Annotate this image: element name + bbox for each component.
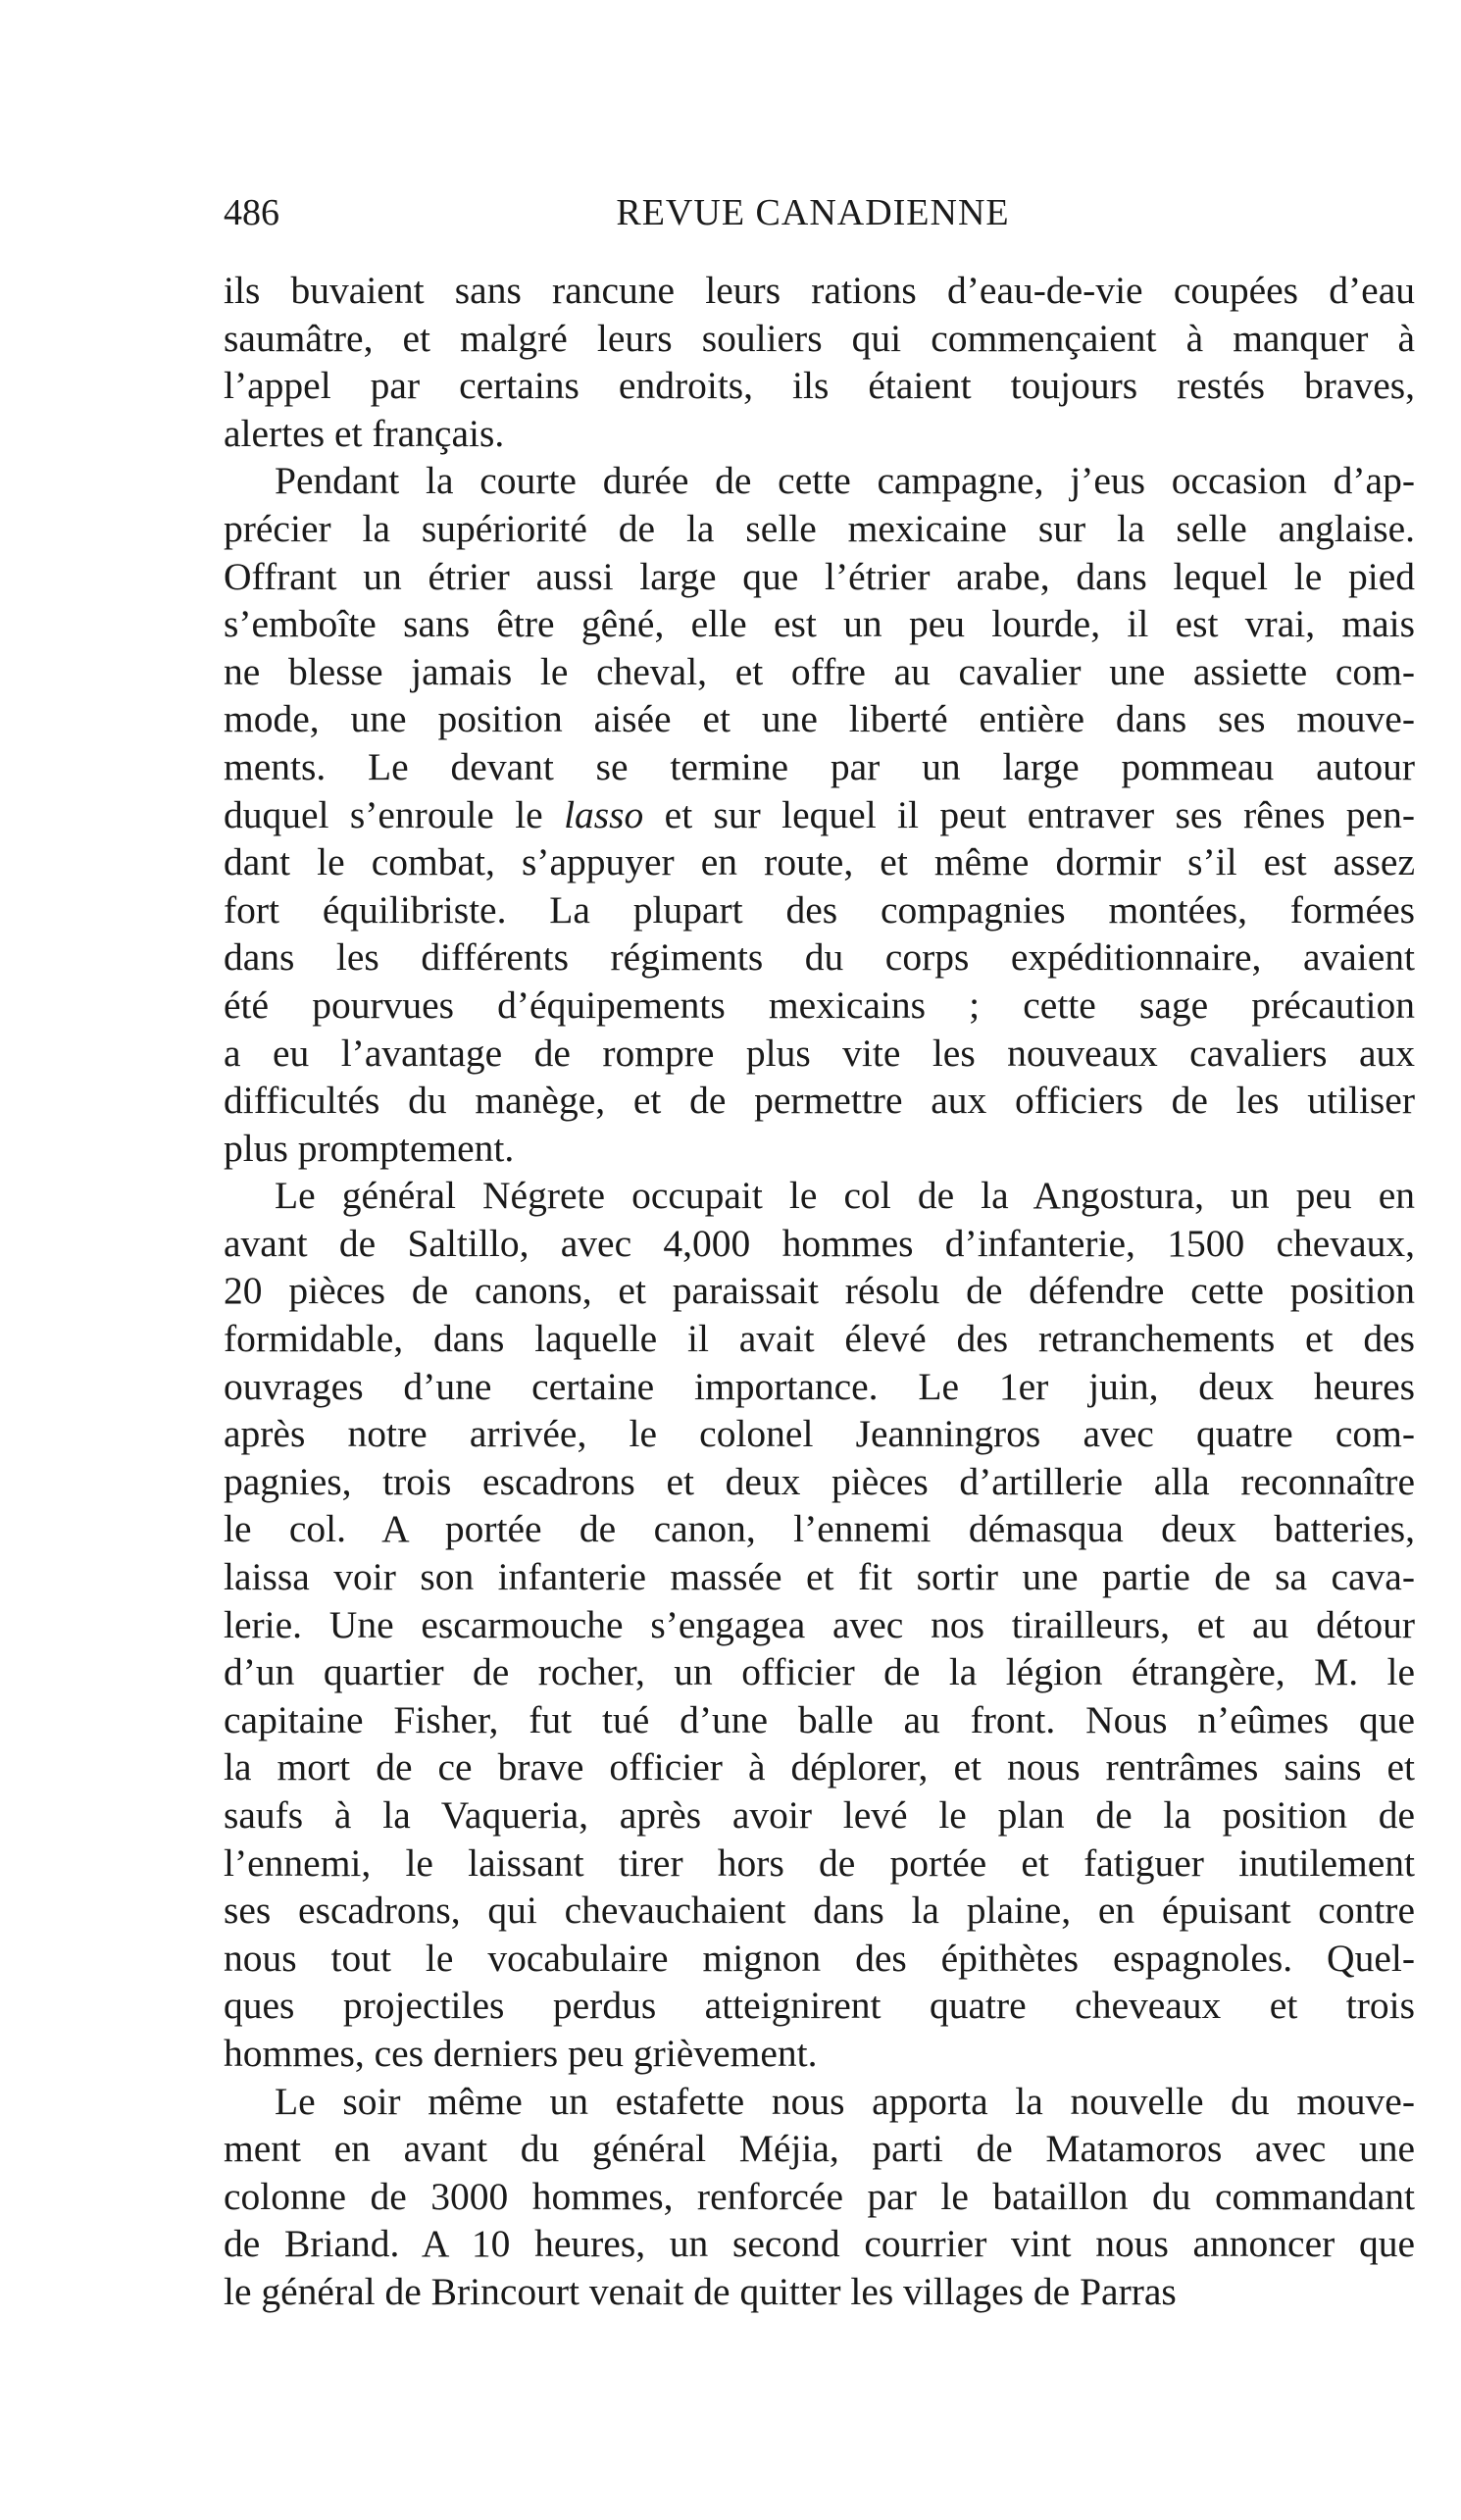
paragraph [224,2078,1415,2316]
text-line: duquel s’enroule le lasso et sur lequel il peut entraver ses rênes pen- [224,792,1415,836]
text-line: capitaine Fisher, fut tué d’une balle au front. Nous n’eûmes que [224,1697,1415,1741]
text-line: ils buvaient sans rancune leurs rations d’eau-de-vie coupées d’eau [224,269,1415,312]
text-line: Offrant un étrier aussi large que l’étrier arabe, dans lequel le pied [224,554,1415,598]
text-line: hommes, ces derniers peu grièvement. [224,2031,818,2075]
text-line: ments. Le devant se termine par un large pommeau autour [224,744,1415,788]
body-text [224,267,1415,2316]
text-line: saufs à la Vaqueria, après avoir levé le plan de la position de [224,1793,1415,1837]
paragraph [224,457,1415,1172]
paragraph [224,267,1415,457]
text-line: ses escadrons, qui chevauchaient dans la plaine, en épuisant contre [224,1889,1415,1933]
paragraph [224,1172,1415,2077]
text-line: dant le combat, s’appuyer en route, et même dormir s’il est assez [224,840,1415,884]
text-line: alertes et français. [224,411,505,455]
text-line: avant de Saltillo, avec 4,000 hommes d’infanterie, 1500 chevaux, [224,1221,1415,1265]
text-line: 20 pièces de canons, et paraissait résolu de défendre cette position [224,1269,1415,1313]
text-line: ment en avant du général Méjia, parti de Matamoros avec une [224,2127,1415,2171]
running-title: REVUE CANADIENNE [616,192,1010,233]
text-line: Pendant la courte durée de cette campagne, j’eus occasion d’ap- [275,459,1415,503]
text-line: l’appel par certains endroits, ils étaient toujours restés braves, [224,364,1415,408]
text-line: laissa voir son infanterie massée et fit sortir une partie de sa cava- [224,1555,1415,1599]
text-line: fort équilibriste. La plupart des compagnies montées, formées [224,887,1415,932]
text-line: ques projectiles perdus atteignirent quatre cheveaux et trois [224,1984,1415,2028]
page-header [224,188,1402,237]
text-line: nous tout le vocabulaire mignon des épithètes espagnoles. Quel- [224,1936,1415,1980]
text-line: saumâtre, et malgré leurs souliers qui commençaient à manquer à [224,316,1415,360]
italic-word: lasso [564,792,644,836]
text-line: Le soir même un estafette nous apporta la nouvelle du mouve- [275,2079,1415,2123]
text-line: formidable, dans laquelle il avait élevé des retranchements et des [224,1317,1415,1361]
text-line: s’emboîte sans être gêné, elle est un peu lourde, il est vrai, mais [224,602,1415,646]
text-line: été pourvues d’équipements mexicains ; cette sage précaution [224,983,1415,1027]
text-line: après notre arrivée, le colonel Jeanningros avec quatre com- [224,1412,1415,1456]
text-line: mode, une position aisée et une liberté entière dans ses mouve- [224,697,1415,741]
text-line: d’un quartier de rocher, un officier de la légion étrangère, M. le [224,1650,1415,1694]
text-line: la mort de ce brave officier à déplorer, et nous rentrâmes sains et [224,1745,1415,1789]
text-line: ouvrages d’une certaine importance. Le 1er juin, deux heures [224,1364,1415,1408]
text-line: Le général Négrete occupait le col de la Angostura, un peu en [275,1174,1415,1218]
text-line: de Briand. A 10 heures, un second courrier vint nous annoncer que [224,2222,1415,2266]
text-line: le col. A portée de canon, l’ennemi démasqua deux batteries, [224,1507,1415,1551]
text-line: pagnies, trois escadrons et deux pièces d’artillerie alla reconnaître [224,1459,1415,1503]
text-line: lerie. Une escarmouche s’engagea avec nos tirailleurs, et au détour [224,1602,1415,1646]
text-line: plus promptement. [224,1126,515,1170]
text-line: ne blesse jamais le cheval, et offre au cavalier une assiette com- [224,649,1415,693]
text-line: colonne de 3000 hommes, renforcée par le bataillon du commandant [224,2174,1415,2218]
text-line: a eu l’avantage de rompre plus vite les nouveaux cavaliers aux [224,1031,1415,1075]
page-number: 486 [224,192,279,233]
text-line: l’ennemi, le laissant tirer hors de portée et fatiguer inutilement [224,1840,1415,1885]
text-line: le général de Brincourt venait de quitter les villages de Parras [224,2269,1177,2313]
text-line: précier la supériorité de la selle mexicaine sur la selle anglaise. [224,506,1415,550]
text-line: difficultés du manège, et de permettre aux officiers de les utiliser [224,1079,1415,1123]
text-line: dans les différents régiments du corps expéditionnaire, avaient [224,935,1415,980]
